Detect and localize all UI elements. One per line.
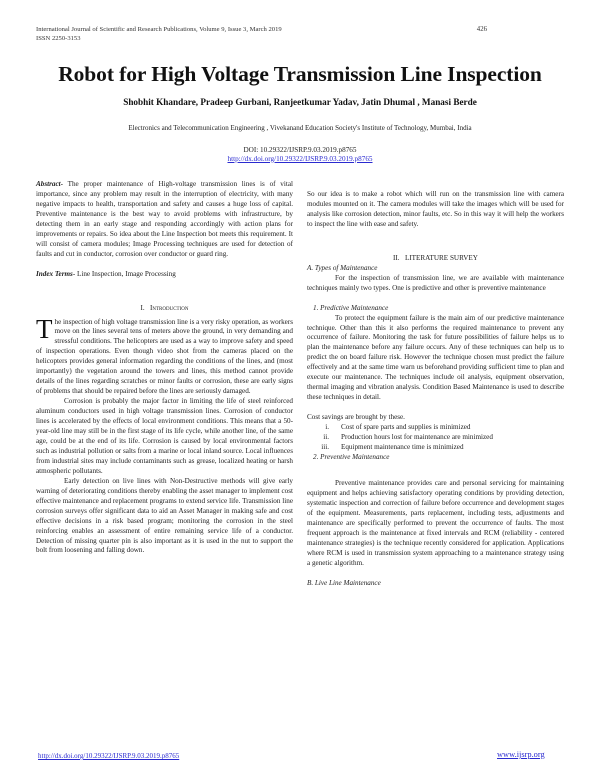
drop-cap: T [36,313,53,344]
list-item: iii. Equipment maintenance time is minimized [321,443,464,452]
section-heading-introduction: I. Introduction [140,303,189,312]
predictive-maintenance-text: To protect the equipment failure is the main aim of our predictive maintenance technique. Other than this it also performs the required maintenance to prevent any occurrence of failure. Monitoring the task for future possibilities of failure helps us to plan the maintenance before any failure occurs. Any of these techniques can help us to predict the on board failure risk. However the technique chosen must predict the failure effectively and at the same time warn us beforehand providing sufficient time to plan and execute our maintenance. The techniques include oil analysis, equipment observation, thermal imaging and vibration analysis. Condition Based Maintenance is used to describe these techniques in detail. [307,313,564,402]
intro-paragraph-2: Corrosion is probably the major factor in limiting the life of steel reinforced aluminum conductors used in high voltage transmission lines. Corrosion of conductor lines is accelerated by the effects of local environment conditions. This means that a 50-year-old line may still be in the first stage of its life cycle, while another line, of the same age, could be at the end of its life. Corrosion is caused by local environmental factors such as industrial pollution or salts from a marine or local inland source. Local influences from industrial sites may include contaminants such as grease, localized heating or harsh atmospheric pollutants. [36,397,293,475]
list-item: i. Cost of spare parts and supplies is minimized [325,423,471,432]
subheading-preventive-maintenance: 2. Preventive Maintenance [313,452,390,461]
page-number: 426 [476,26,487,33]
index-terms-text: - Line Inspection, Image Processing [72,269,176,278]
list-item: ii. Production hours lost for maintenance are minimized [323,433,493,442]
subheading-predictive-maintenance: 1. Predictive Maintenance [313,303,389,312]
subheading-types-of-maintenance: A. Types of Maintenance [307,263,378,272]
abstract-label: Abstract- [36,180,63,188]
abstract [36,180,293,260]
running-header [36,26,282,43]
types-of-maintenance-text: For the inspection of transmission line, we are available with maintenance techniques mainly two types. One is predictive and other is preventive maintenance [307,273,564,292]
index-terms [36,270,293,280]
subheading-live-line-maintenance: B. Live Line Maintenance [307,578,381,587]
cost-savings-list [307,423,564,453]
intro-paragraph-3: Early detection on live lines with Non-Destructive methods will give early warning of deteriorating conditions thereby enabling the asset manager to implement cost effective maintenance and replacement programs to extend service life. Transmission line corrosion surveys offer significant data to aid an Asset Manager in making safe and cost effective decisions in a risk based program; monitoring the corrosion in the steel reinforcing enables an assessment of entire remaining service life of a conductor. Detection of missing quarter pin is also important as it is used in the nut to support the bolt from loosening and falling down. [36,476,293,555]
footer-site-link[interactable]: www.ijsrp.org [497,750,545,759]
intro-paragraph-1: The inspection of high voltage transmission line is a very risky operation, as workers move on the lines several tens of meters above the ground, in very demanding and stressful conditions. The helicopters are used as a way to improve safety and speed of inspection operations. Even though video shot from the cameras placed on the helicopters provides general information regarding the conditions of the lines, and (most importantly) the vegetation around the towers and lines, this method cannot provide details of the lines regarding scratches or minor faults or corrosion, these are early signs of problems that should be repaired before the lines are seriously damaged. [36,313,293,396]
authors: Shobhit Khandare, Pradeep Gurbani, Ranjeetkumar Yadav, Jatin Dhumal , Manasi Berde [123,97,477,107]
doi-link[interactable]: http://dx.doi.org/10.29322/IJSRP.9.03.2019.p8765 [227,154,373,163]
footer-doi-link[interactable]: http://dx.doi.org/10.29322/IJSRP.9.03.2019.p8765 [38,752,180,760]
preventive-maintenance-text: Preventive maintenance provides care and personal servicing for maintaining equipment and helps achieving satisfactory operating conditions by providing detection, systematic inspection and correction of failure before occurrence and development stages of the equipment. Measurements, parts replacement, including tests, adjustments and maintenance are specifically performed to prevent the occurrence of faults. The most frequent approach is the maintenance at fixed intervals and RCM (reliability - centered maintenance strategies) is the technique recently considered for application. Applications where RCM is used in transmission system approaching to a maintenance strategy using a genetic algorithm. [307,478,564,567]
abstract-text: The proper maintenance of High-voltage transmission lines is of vital importance, since any problem may result in the interruption of electricity, with many negative impacts to health, transportation and safety and causes a huge loss of capital. Preventive maintenance is the best way to avoid problems with infrastructure, by detecting them in an early stage and responding accordingly with action plans for improvements or repairs. So idea about the Line Inspection bot meets this requirement. It will consist of camera modules; Image Processing techniques are used for detection of faults and cut in conductor, corrosion over conductor or guard ring. [36,180,293,258]
issn: ISSN 2250-3153 [36,34,81,42]
cost-savings-intro: Cost savings are brought by these. [307,413,405,422]
paper-title: Robot for High Voltage Transmission Line Inspection [58,62,542,86]
index-terms-label: Index Terms [36,269,73,278]
affiliation: Electronics and Telecommunication Engineering , Vivekanand Education Society's Institute of Technology, Mumbai, India [128,124,472,132]
doi-label: DOI: 10.29322/IJSRP.9.03.2019.p8765 [243,146,357,154]
doi-block [0,146,600,164]
intro-paragraph-4: So our idea is to make a robot which will run on the transmission line with camera modules mounted on it. The camera modules will take the images which will be used for analysis like corrosion detection, minor faults, etc. So in this way it will help the workers to inspect the line with ease and safety. [307,190,564,228]
left-column [36,180,293,556]
section-heading-literature-survey: II. LITERATURE SURVEY [393,253,478,262]
journal-name: International Journal of Scientific and Research Publications, Volume 9, Issue 3, March 2019 [36,26,282,33]
right-column [307,190,564,588]
